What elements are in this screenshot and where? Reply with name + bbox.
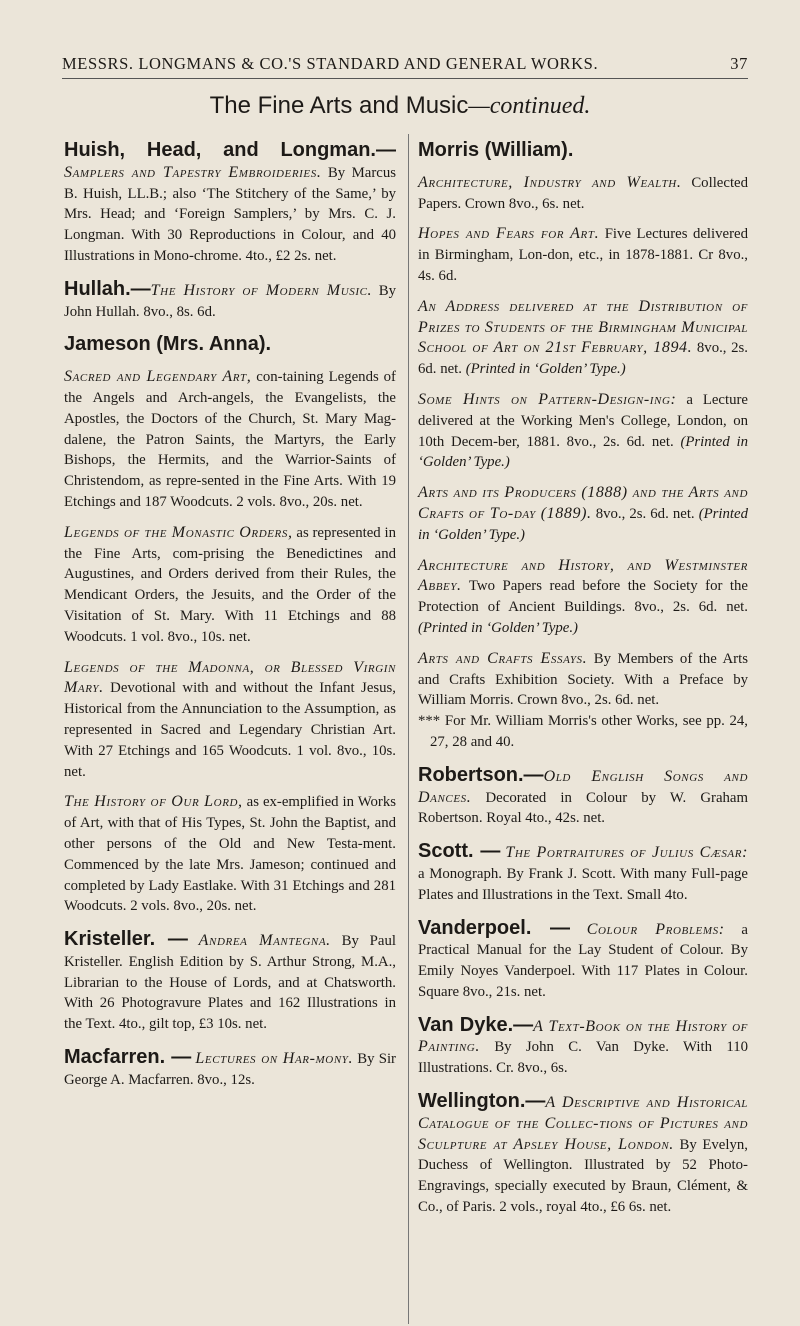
book-title: A Text-Book on the History of Painting. bbox=[418, 1017, 748, 1056]
column-divider bbox=[408, 134, 409, 1324]
section-title-text: The Fine Arts and Music bbox=[209, 92, 469, 119]
author-heading: Van Dyke.— bbox=[418, 1013, 534, 1036]
entry-jameson bbox=[64, 334, 396, 917]
book-description: Collected Papers. Crown 8vo., 6s. net. bbox=[418, 174, 749, 212]
book-title: Legends of the Madonna, or Blessed Virgin Mary. bbox=[64, 658, 396, 697]
book-description: By Marcus B. Huish, LL.B.; also ‘The Stitchery of the Same,’ by Mrs. Head; and ‘Foreign Samplers,’ by Mrs. C. J. Longman. With 30 Reproductions in Colour, and 40 Illustrations in Mono-chrome. 4to., £2 2s. net. bbox=[64, 164, 397, 264]
author-heading: Scott. — bbox=[418, 840, 501, 863]
book-title: Sacred and Legendary Art, bbox=[64, 368, 252, 386]
book-description: By Members of the Arts and Crafts Exhibition Society. With a Preface by William Morris. Crown 8vo., 2s. 6d. net. bbox=[418, 650, 748, 709]
header-rule bbox=[62, 78, 748, 79]
entry-macfarren bbox=[64, 1047, 396, 1091]
book-title: Samplers and Tapestry Embroideries. bbox=[64, 163, 322, 181]
left-column bbox=[64, 140, 396, 1103]
book-title: The Portraitures of Julius Cæsar: bbox=[505, 844, 748, 862]
printing-note: (Printed in ‘Golden’ Type.) bbox=[418, 505, 749, 543]
running-head bbox=[62, 54, 748, 74]
book-title: Colour Problems: bbox=[586, 920, 725, 938]
book-description: Devotional with and without the Infant Jesus, Historical from the Annunciation to the Assumption, as represented in Sacred and Legendary Christian Art. With 27 Etchings and 165 Woodcuts. 1 vol. 8vo., 10s. net. bbox=[64, 680, 396, 780]
printing-note: (Printed in ‘Golden’ Type.) bbox=[418, 433, 749, 471]
book-description: a Lecture delivered at the Working Men's College, London, on 10th Decem-ber, 1881. 8vo., 2s. 6d. net. bbox=[418, 391, 748, 450]
author-heading: Wellington.— bbox=[418, 1090, 546, 1113]
book-description: 8vo., 2s. 6d. net. bbox=[418, 340, 748, 378]
author-heading: Huish, Head, and Longman.— bbox=[64, 139, 396, 161]
running-head-text: MESSRS. LONGMANS & CO.'S STANDARD AND GENERAL WORKS. bbox=[62, 54, 599, 73]
book-title: An Address delivered at the Distribution of Prizes to Students of the Birmingham Municipal School of Art on 21st February, 1894. bbox=[418, 297, 748, 357]
book-title: Old English Songs and Dances. bbox=[418, 767, 748, 806]
book-title: A Descriptive and Historical Catalogue of the Collec-tions of Pictures and Sculpture at Apsley House, London. bbox=[418, 1094, 748, 1153]
entry-morris bbox=[418, 140, 748, 753]
book-description: By John Hullah. 8vo., 8s. 6d. bbox=[64, 282, 396, 320]
page-number: 37 bbox=[730, 54, 748, 73]
book-title: The History of Our Lord, bbox=[64, 793, 243, 811]
book-description: By Sir George A. Macfarren. 8vo., 12s. bbox=[64, 1051, 396, 1088]
book-description: By John C. Van Dyke. With 110 Illustrations. Cr. 8vo., 6s. bbox=[418, 1039, 748, 1077]
entry-hullah bbox=[64, 279, 396, 323]
book-description: a Practical Manual for the Lay Student of Colour. By Emily Noyes Vanderpoel. With 117 Plates in Colour. Square 8vo., 21s. net. bbox=[418, 921, 748, 1000]
section-title bbox=[0, 92, 800, 120]
entry-robertson bbox=[418, 765, 748, 829]
book-title: The History of Modern Music. bbox=[150, 281, 373, 299]
author-heading: Robertson.— bbox=[418, 763, 544, 786]
entry-vanderpoel bbox=[418, 918, 748, 1003]
book-title: Architecture and History, and Westminster Abbey. bbox=[418, 556, 748, 595]
book-title: Arts and its Producers (1888) and the Arts and Crafts of To-day (1889). bbox=[418, 484, 748, 522]
book-title: Arts and Crafts Essays. bbox=[418, 649, 588, 667]
cross-reference-note: *** For Mr. William Morris's other Works, see pp. 24, 27, 28 and 40. bbox=[418, 713, 748, 750]
author-heading: Kristeller. — bbox=[64, 928, 188, 951]
book-description: as ex-emplified in Works of Art, with that of His Types, St. John the Baptist, and other persons of the Old and New Testa-ment. Commenced by the late Mrs. Jameson; continued and completed by Lady Eastlake. With 31 Etchings and 281 Woodcuts. 2 vols. 8vo., 20s. net. bbox=[64, 794, 397, 915]
author-heading: Morris (William). bbox=[418, 139, 574, 161]
author-heading: Jameson (Mrs. Anna). bbox=[64, 333, 272, 356]
book-title: Andrea Mantegna. bbox=[198, 932, 331, 950]
book-description: 8vo., 2s. 6d. net. bbox=[595, 505, 695, 522]
book-description: Two Papers read before the Society for the Protection of Ancient Buildings. 8vo., 2s. 6d. net. bbox=[418, 578, 748, 616]
entry-vandyke bbox=[418, 1015, 748, 1079]
author-heading: Macfarren. — bbox=[64, 1046, 192, 1069]
book-title: Legends of the Monastic Orders, bbox=[64, 523, 293, 541]
entry-scott bbox=[418, 841, 748, 905]
book-description: Five Lectures delivered in Birmingham, Lon-don, etc., in 1878-1881. Cr 8vo., 4s. 6d. bbox=[418, 226, 748, 284]
section-continued: —continued. bbox=[468, 93, 591, 119]
author-heading: Vanderpoel. — bbox=[418, 916, 570, 939]
book-description: By Evelyn, Duchess of Wellington. Illustrated by 52 Photo-Engravings, specially executed by Braun, Clément, & Co., of Paris. 2 vols., royal 4to., £6 6s. net. bbox=[418, 1136, 748, 1216]
printing-note: (Printed in ‘Golden’ Type.) bbox=[465, 361, 626, 378]
entry-kristeller bbox=[64, 929, 396, 1035]
book-title: Architecture, Industry and Wealth. bbox=[418, 173, 682, 191]
book-description: con-taining Legends of the Angels and Arch-angels, the Evangelists, the Apostles, the Doctors of the Church, St. Mary Mag-dalene, the Patron Saints, the Martyrs, the Early Bishops, the Hermits, and the Warrior-Saints of Christendom, as repre-sented in the Fine Arts. With 19 Etchings and 187 Woodcuts. 2 vols. 8vo., 20s. net. bbox=[64, 369, 396, 510]
book-description: a Monograph. By Frank J. Scott. With many Full-page Plates and Illustrations in the Text. Small 4to. bbox=[418, 865, 748, 903]
entry-wellington bbox=[418, 1091, 748, 1218]
book-title: Hopes and Fears for Art. bbox=[418, 225, 600, 243]
author-heading: Hullah.— bbox=[64, 277, 151, 300]
book-description: as represented in the Fine Arts, com-prising the Benedictines and Augustines, and Orders derived from their Rules, the Mendicant Orders, the Jesuits, and the Order of the Visitation of St. Mary. With 11 Etchings and 88 Woodcuts. 1 vol. 8vo., 10s. net. bbox=[64, 524, 396, 645]
book-description: Decorated in Colour by W. Graham Robertson. Royal 4to., 42s. net. bbox=[418, 789, 748, 827]
printing-note: (Printed in ‘Golden’ Type.) bbox=[418, 619, 578, 636]
right-column bbox=[418, 140, 748, 1230]
entry-huish bbox=[64, 140, 396, 267]
book-description: By Paul Kristeller. English Edition by S. Arthur Strong, M.A., Librarian to the House of Lords, and at Chatsworth. With 26 Photogravure Plates and 162 Illustrations in the Text. 4to., gilt top, £3 10s. net. bbox=[64, 933, 396, 1033]
book-title: Some Hints on Pattern-Design-ing: bbox=[418, 390, 677, 408]
book-title: Lectures on Har-mony. bbox=[195, 1050, 354, 1068]
